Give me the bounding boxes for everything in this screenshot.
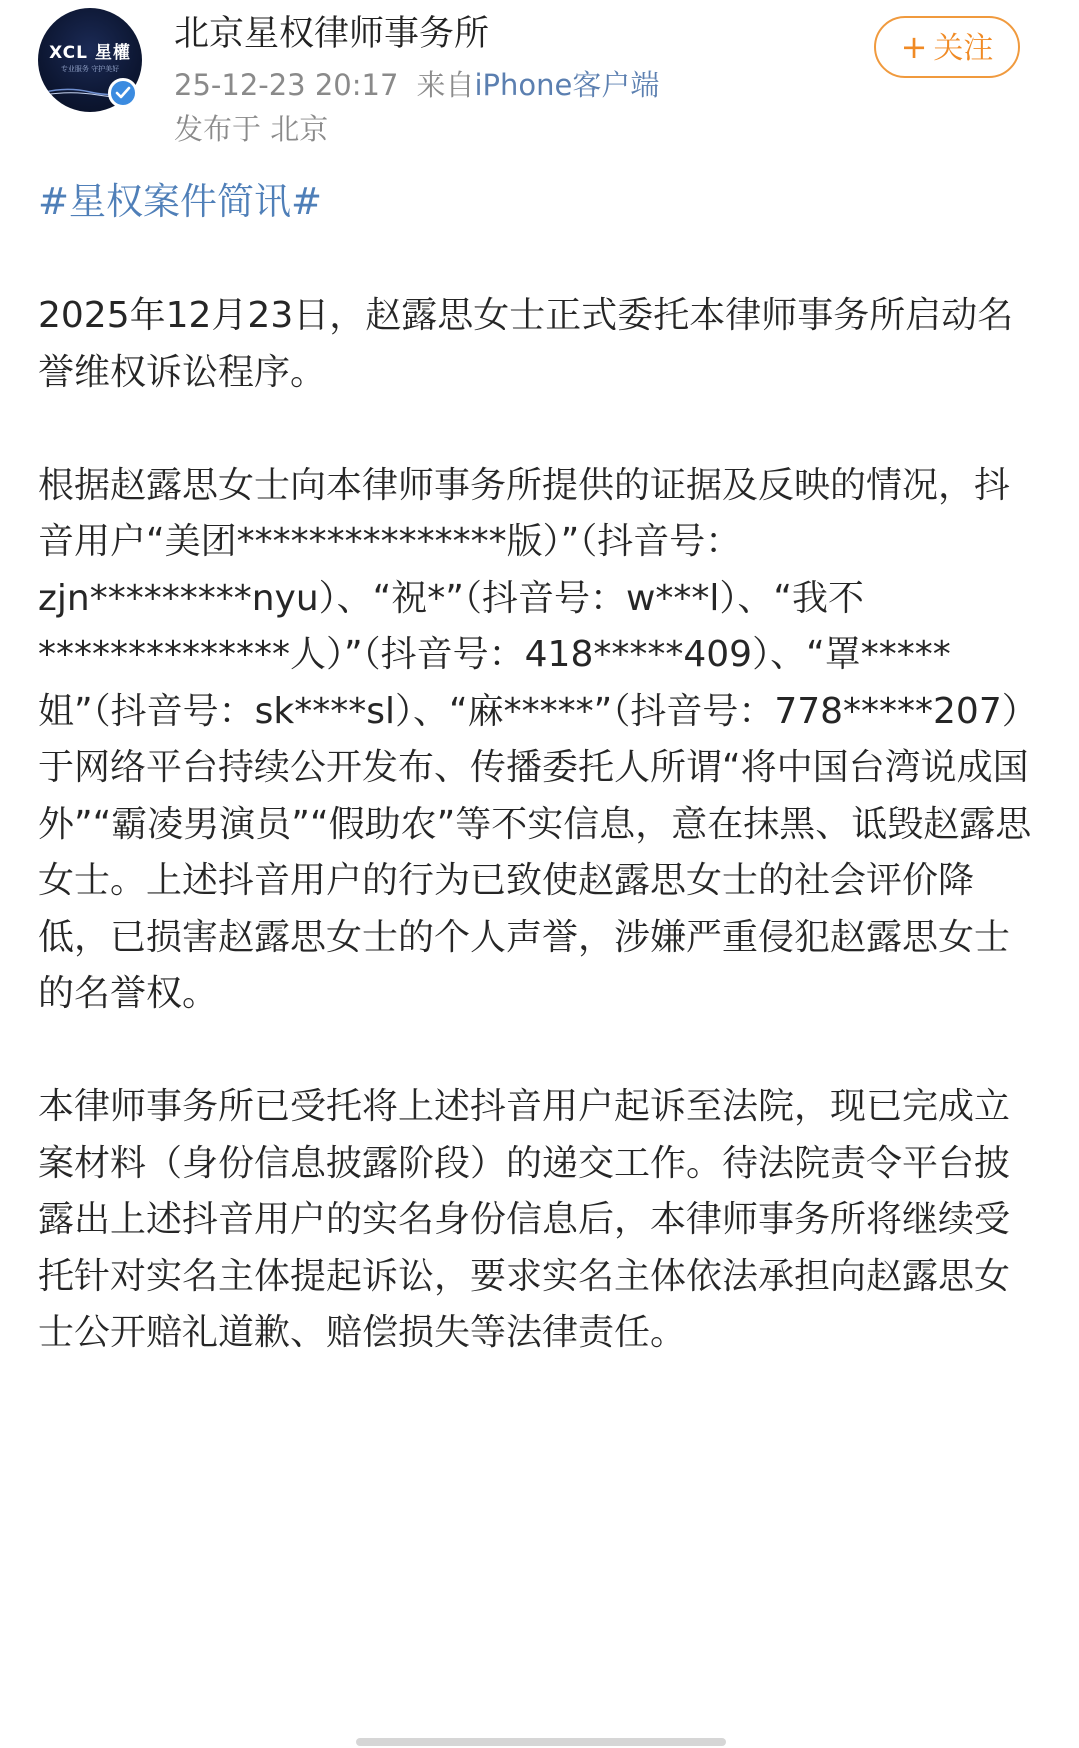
post-timestamp: 25-12-23 20:17 <box>174 68 399 102</box>
post-paragraph: 2025年12月23日，赵露思女士正式委托本律师事务所启动名誉维权诉讼程序。 <box>38 295 1014 393</box>
verified-check-icon <box>108 78 138 108</box>
follow-button[interactable] <box>874 16 1020 78</box>
post-header <box>0 0 1079 160</box>
post-paragraph: 根据赵露思女士向本律师事务所提供的证据及反映的情况，抖音用户“美团***************版）”（抖音号：zjn*********nyu）、“祝*”（抖音号：w***l）、“我不**************人）”（抖音号：418*****409）、“罩*****姐”（抖音号：sk****sl）、“麻*****”（抖音号：778*****207）于网络平台持续公开发布、传播委托人所谓“将中国台湾说成国外”“霸凌男演员”“假助农”等不实信息，意在抹黑、诋毁赵露思女士。上述抖音用户的行为已致使赵露思女士的社会评价降低，已损害赵露思女士的个人声誉，涉嫌严重侵犯赵露思女士的名誉权。 <box>38 464 1038 1014</box>
avatar-logo-text: XCL 星權 <box>49 43 131 63</box>
account-name[interactable]: 北京星权律师事务所 <box>174 14 490 54</box>
post-source-app[interactable]: iPhone客户端 <box>474 68 660 102</box>
post-hashtag[interactable]: #星权案件简讯# <box>38 180 323 223</box>
post-body <box>38 288 1038 1362</box>
post-location: 发布于 北京 <box>174 112 329 146</box>
post-source-prefix: 来自 <box>416 68 475 102</box>
plus-icon: + <box>900 28 928 66</box>
avatar-sub-text: 专业服务 守护美好 <box>60 65 120 73</box>
post-meta <box>174 66 659 104</box>
scroll-indicator <box>356 1738 726 1746</box>
follow-button-label: 关注 <box>933 31 994 66</box>
post-paragraph: 本律师事务所已受托将上述抖音用户起诉至法院，现已完成立案材料（身份信息披露阶段）的递交工作。待法院责令平台披露出上述抖音用户的实名身份信息后，本律师事务所将继续受托针对实名主体提起诉讼，要求实名主体依法承担向赵露思女士公开赔礼道歉、赔偿损失等法律责任。 <box>38 1086 1011 1353</box>
